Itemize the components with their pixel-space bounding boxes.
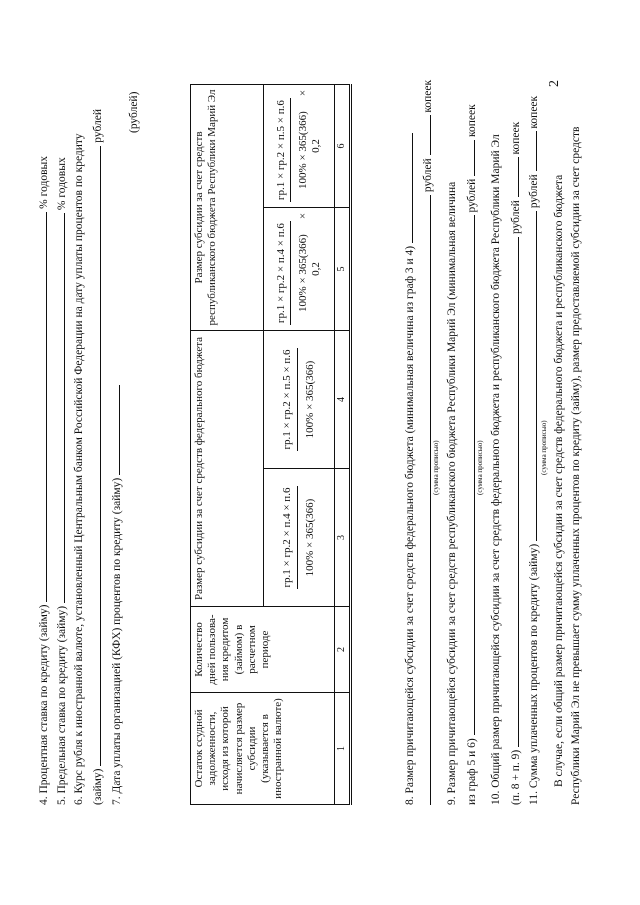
item-10-total-subsidy: [489, 134, 503, 805]
column-number-4: 4: [335, 330, 351, 468]
item-8-kop: копеек: [422, 79, 434, 113]
item-8-label: 8. Размер причитающейся субсидии за счет средств федерального бюджета (минимальная величина из граф 3 и 4): [404, 245, 416, 805]
formula-4-numerator: гр.1 × гр.2 × п.5 × п.6: [281, 348, 297, 452]
formula-5-denominator: 100% × 365(366): [296, 234, 309, 312]
item-5-label: 5. Предельная ставка по кредиту (займу): [56, 605, 68, 805]
header-loan-balance: Остаток ссудной задолженности, исходя из которой начисляется размер субсидии (указывается в иностранной валюте): [191, 693, 335, 805]
item-9-sum-words-hint: (сумма прописью): [476, 440, 484, 495]
item-8-sum-words-hint: (сумма прописью): [432, 440, 440, 495]
item-6-suffix: рублей: [92, 108, 104, 143]
item-5-limit-rate: [52, 157, 69, 805]
table-unit: (рублей): [128, 91, 140, 133]
item-9-kop-blank: [462, 140, 475, 176]
formula-6-multiplier: × 0,2: [296, 89, 323, 153]
formula-6-denominator: 100% × 365(366): [296, 111, 309, 189]
formula-col-5: [264, 207, 335, 330]
item-4-suffix: % годовых: [38, 156, 50, 209]
formula-col-6: [264, 84, 335, 207]
item-6-blank: [88, 146, 101, 766]
final-paragraph-line-1: [552, 85, 566, 787]
page-number: 2: [547, 80, 562, 87]
item-7-label: 7. Дата уплаты организацией (КФХ) процентов по кредиту (займу): [111, 477, 123, 805]
item-10-cont: (п. 8 + п. 9): [510, 749, 522, 805]
item-9-label: 9. Размер причитающейся субсидии за счет средств республиканского бюджета Республики Марий Эл (минимальная величина: [446, 181, 458, 805]
item-11-label: 11. Сумма уплаченных процентов по кредиту (займу): [528, 543, 540, 805]
subsidy-calculation-table: [190, 84, 352, 805]
formula-5-multiplier: × 0,2: [296, 212, 323, 276]
item-9-cont: из граф 5 и 6): [466, 738, 478, 805]
formula-4-denominator: 100% × 365(366): [303, 360, 316, 439]
item-6-cont: (займу): [92, 768, 104, 805]
formula-3-numerator: гр.1 × гр.2 × п.4 × п.6: [281, 486, 297, 590]
item-8-amount-blank: [418, 195, 431, 805]
formula-6-numerator: гр.1 × гр.2 × п.5 × п.6: [275, 98, 291, 202]
column-number-2: 2: [335, 607, 351, 693]
formula-5-numerator: гр.1 × гр.2 × п.4 × п.6: [275, 221, 291, 325]
formula-col-3: [264, 469, 335, 607]
item-4-label: 4. Процентная ставка по кредиту (займу): [38, 604, 50, 805]
item-11-interest-paid: [524, 96, 541, 805]
item-9-republic-subsidy: [445, 85, 459, 805]
item-9-kop: копеек: [466, 104, 478, 138]
item-9-amount-blank: [462, 215, 475, 735]
item-11-kop: копеек: [528, 95, 540, 129]
final-paragraph-text-1: В случае, если общий размер причитающейся субсидии за счет средств федерального бюджета и республиканского бюджета: [553, 174, 565, 787]
item-11-amount-blank: [524, 211, 537, 541]
item-10-kop-blank: [506, 157, 519, 197]
header-republic-subsidy: Размер субсидии за счет средств республиканского бюджета Республики Марий Эл: [191, 84, 264, 330]
item-8-kop-blank: [418, 115, 431, 155]
item-10-kop: копеек: [510, 121, 522, 155]
item-4-blank: [34, 212, 47, 602]
column-number-5: 5: [335, 207, 351, 330]
item-8-rub: рублей: [422, 158, 434, 193]
item-7-blank: [107, 385, 120, 475]
item-6-label: 6. Курс рубля к иностранной валюте, установленный Центральным банком Российской Федерации на дату уплаты процентов по кредиту: [73, 133, 85, 805]
item-5-suffix: % годовых: [56, 157, 68, 211]
item-7-payment-date: [107, 385, 124, 805]
item-4-interest-rate: [34, 156, 51, 805]
item-8-federal-subsidy: [400, 133, 417, 805]
column-number-1: 1: [335, 693, 351, 805]
header-federal-subsidy: Размер субсидии за счет средств федерального бюджета: [191, 330, 264, 606]
item-11-sum-words-hint: (сумма прописью): [540, 420, 548, 475]
item-8-blank: [400, 133, 413, 243]
final-paragraph-line-2: [569, 85, 583, 805]
item-9-rub: рублей: [466, 178, 478, 213]
item-11-rub: рублей: [528, 174, 540, 209]
item-6-continuation: [88, 109, 105, 805]
formula-3-denominator: 100% × 365(366): [303, 498, 316, 577]
item-10-amount: [506, 122, 523, 805]
formula-col-4: [264, 330, 335, 468]
item-11-kop-blank: [524, 131, 537, 171]
item-10-rub: рублей: [510, 200, 522, 235]
item-5-blank: [52, 213, 65, 603]
item-10-amount-blank: [506, 237, 519, 747]
column-number-3: 3: [335, 469, 351, 607]
header-days-count: Количество дней пользова-ния кредитом (займом) в расчетном периоде: [191, 607, 335, 693]
item-6-exchange-rate: [72, 85, 86, 805]
column-number-6: 6: [335, 84, 351, 207]
item-10-label: 10. Общий размер причитающейся субсидии за счет средств федерального бюджета и республиканского бюджета Республики Марий Эл: [490, 134, 502, 805]
final-paragraph-text-2: Республики Марий Эл не превышает сумму уплаченных процентов по кредиту (займу), размер предоставляемой субсидии за счет средств: [570, 126, 582, 805]
